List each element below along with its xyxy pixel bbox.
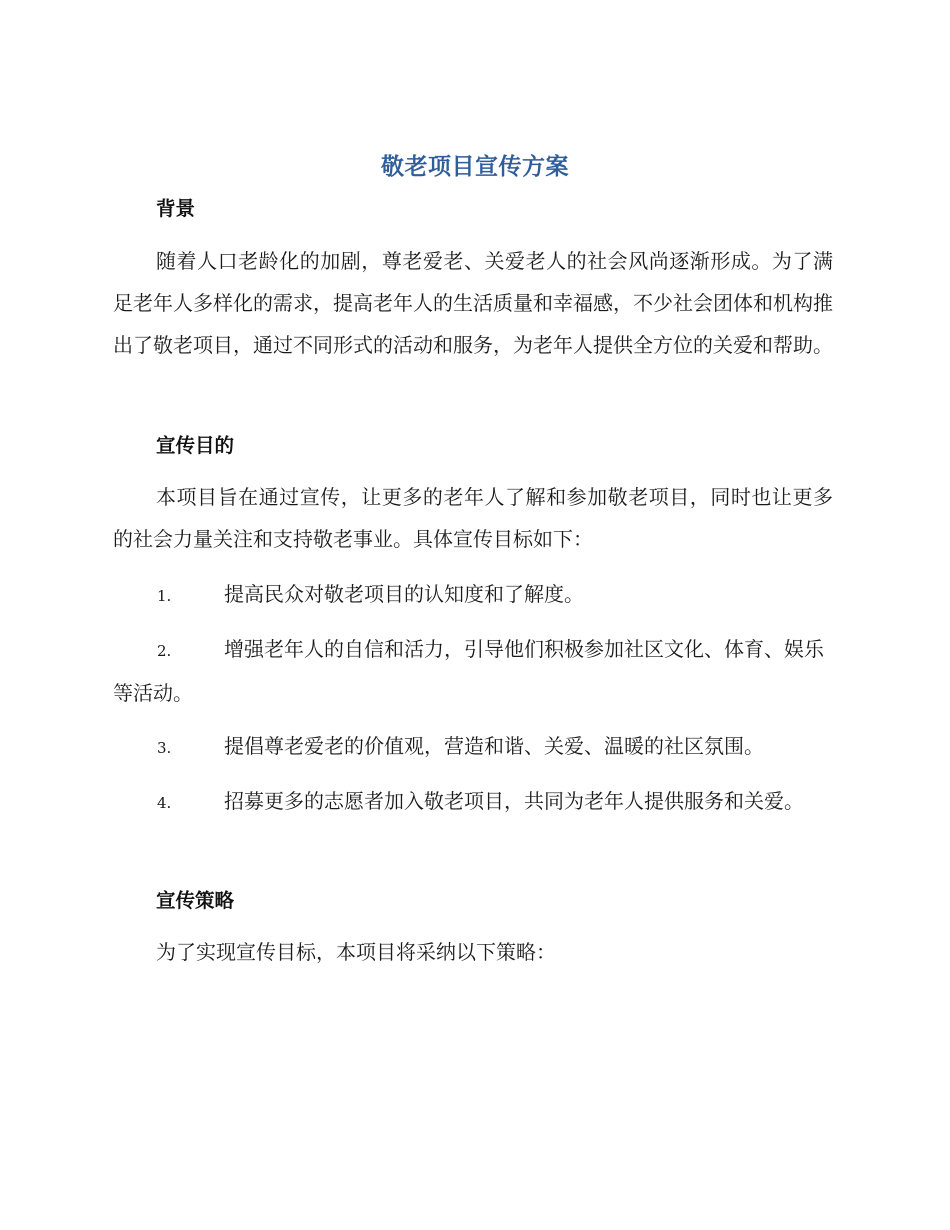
list-item-text: 招募更多的志愿者加入敬老项目，共同为老年人提供服务和关爱。 — [224, 789, 804, 813]
list-item-number: 2. — [157, 642, 172, 660]
list-item — [113, 573, 833, 617]
document-title: 敬老项目宣传方案 — [381, 154, 569, 180]
list-item — [113, 628, 833, 714]
list-item-number: 4. — [157, 794, 172, 812]
section-heading-purpose: 宣传目的 — [156, 434, 235, 457]
background-paragraph: 随着人口老龄化的加剧，尊老爱老、关爱老人的社会风尚逐渐形成。为了满足老年人多样化的需求，提高老年人的生活质量和幸福感，不少社会团体和机构推出了敬老项目，通过不同形式的活动和服务，为老年人提供全方位的关爱和帮助。 — [113, 249, 833, 357]
list-item-text: 提倡尊老爱老的价值观，营造和谐、关爱、温暖的社区氛围。 — [224, 734, 764, 758]
purpose-paragraph: 本项目旨在通过宣传，让更多的老年人了解和参加敬老项目，同时也让更多的社会力量关注和支持敬老事业。具体宣传目标如下： — [113, 485, 833, 551]
list-item — [113, 725, 833, 769]
list-item-number: 1. — [157, 587, 172, 605]
list-item — [113, 780, 833, 824]
strategy-paragraph: 为了实现宣传目标，本项目将采纳以下策略： — [156, 940, 556, 964]
list-item-text: 增强老年人的自信和活力，引导他们积极参加社区文化、体育、娱乐等活动。 — [113, 637, 824, 705]
section-heading-background: 背景 — [156, 197, 196, 220]
list-item-number: 3. — [157, 739, 172, 757]
section-heading-strategy: 宣传策略 — [156, 889, 235, 912]
list-item-text: 提高民众对敬老项目的认知度和了解度。 — [224, 582, 584, 606]
